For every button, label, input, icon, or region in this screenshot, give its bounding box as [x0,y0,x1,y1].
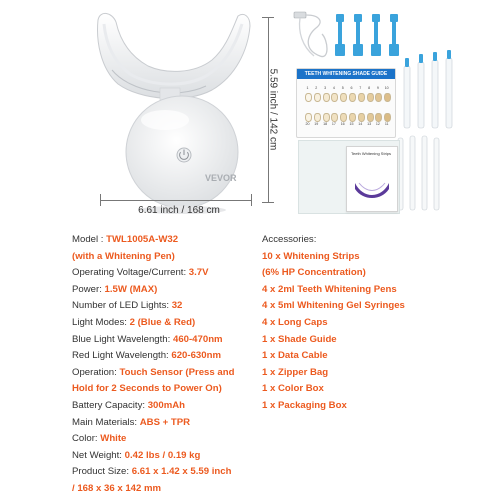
shade-tooth-icon [358,113,365,122]
accessories-list [262,232,492,415]
spec-line [72,464,272,481]
spec-value: Touch Sensor (Press and [119,366,235,378]
spec-value: / 168 x 36 x 142 mm [72,482,162,494]
shade-tooth-icon [384,93,391,102]
spec-label: Net Weight: [72,449,125,461]
shade-number: 17 [331,122,336,126]
spec-value: 32 [171,300,183,312]
shade-tooth-icon [384,113,391,122]
accessory-item: 1 x Packaging Box [262,399,347,411]
spec-value: (with a Whitening Pen) [72,250,175,262]
spec-value: ABS + TPR [139,416,191,428]
shade-tooth-icon [323,93,330,102]
spec-line [72,415,272,432]
shade-number: 8 [368,86,371,90]
spec-value: 3.7V [188,267,209,279]
spec-label: Operating Voltage/Current: [72,267,189,279]
spec-label: Number of LED Lights: [72,300,172,312]
specifications-list [72,232,272,498]
spec-line [72,315,272,332]
shade-number: 5 [341,86,344,90]
shade-tooth-icon [305,93,312,102]
spec-line [72,265,272,282]
spec-value: 0.42 lbs / 0.19 kg [124,449,201,461]
width-tick-right [251,194,252,206]
shade-number: 4 [332,86,335,90]
spec-label: Color: [72,433,101,445]
shade-number: 18 [323,122,328,126]
spec-label: Battery Capacity: [72,399,148,411]
shade-number: 10 [384,86,389,90]
shade-guide-title: TEETH WHITENING SHADE GUIDE [297,69,395,79]
shade-number: 9 [376,86,379,90]
accessory-item: 1 x Shade Guide [262,333,337,345]
spec-line [72,365,272,382]
spec-line [72,332,272,349]
spec-line [72,249,272,266]
product-image-area [0,0,500,225]
spec-value: 620-630nm [171,350,221,362]
spec-line [72,298,272,315]
spec-line [72,381,272,398]
shade-tooth-icon [314,93,321,102]
data-cable-icon [294,12,327,57]
spec-label: Blue Light Wavelength: [72,333,173,345]
accessory-item: 1 x Data Cable [262,350,328,362]
whitening-pens-icon [398,136,439,210]
shade-number: 12 [375,122,380,126]
shade-number: 16 [340,122,345,126]
shade-tooth-icon [314,113,321,122]
spec-value: 300mAh [147,399,186,411]
accessory-item: (6% HP Concentration) [262,267,366,279]
spec-line [72,398,272,415]
accessory-item: 4 x Long Caps [262,316,328,328]
shade-number: 15 [349,122,354,126]
shade-number: 14 [358,122,363,126]
accessory-item: 1 x Color Box [262,383,324,395]
accessory-item: 4 x 5ml Whitening Gel Syringes [262,300,405,312]
spec-label: Operation: [72,366,120,378]
spec-line [72,232,272,249]
spec-label: Light Modes: [72,316,130,328]
spec-line [72,481,272,498]
accessories-title: Accessories: [262,234,317,245]
shade-tooth-icon [305,113,312,122]
width-dimension-line [100,200,252,201]
shade-number: 20 [305,122,310,126]
shade-tooth-icon [331,113,338,122]
shade-tooth-icon [349,113,356,122]
spec-value: 2 (Blue & Red) [129,316,196,328]
width-dimension-label: 6.61 inch / 168 cm [138,205,220,216]
spec-value: Hold for 2 Seconds to Power On) [72,383,222,395]
shade-tooth-icon [375,93,382,102]
spec-value: 1.5W (MAX) [104,283,158,295]
whitening-device-image [0,0,290,225]
shade-number: 3 [324,86,327,90]
height-dimension-label: 5.59 inch / 142 cm [267,68,279,151]
long-caps-icon [335,14,399,56]
accessory-item: 4 x 2ml Teeth Whitening Pens [262,283,397,295]
accessory-item: 1 x Zipper Bag [262,366,329,378]
spec-value: TWL1005A-W32 [106,234,179,245]
spec-label: Model : [72,234,107,245]
shade-tooth-icon [358,93,365,102]
spec-label: Main Materials: [72,416,140,428]
shade-tooth-icon [367,93,374,102]
shade-number: 19 [314,122,319,126]
shade-number: 11 [384,122,389,126]
shade-tooth-icon [340,93,347,102]
spec-line [72,448,272,465]
shade-tooth-icon [340,113,347,122]
strip-icon [353,177,391,201]
strip-pack [346,146,398,212]
spec-value: 460-470nm [172,333,223,345]
shade-number: 6 [350,86,353,90]
spec-line [72,282,272,299]
spec-label: Product Size: [72,466,132,478]
shade-number: 7 [359,86,362,90]
shade-number: 2 [315,86,318,90]
shade-tooth-icon [375,113,382,122]
shade-tooth-icon [367,113,374,122]
device-logo: VEVOR [205,173,237,183]
shade-number: 1 [306,86,309,90]
shade-guide-card [296,68,396,138]
shade-tooth-icon [349,93,356,102]
shade-number: 13 [367,122,372,126]
spec-value: White [100,433,127,445]
strip-pack-label: Teeth Whitening Strips [351,151,392,156]
spec-line [72,431,272,448]
accessory-item: 10 x Whitening Strips [262,250,360,262]
spec-label: Power: [72,283,105,295]
height-tick-bottom [262,202,274,203]
spec-line [72,348,272,365]
spec-value: 6.61 x 1.42 x 5.59 inch [131,466,232,478]
shade-tooth-icon [323,113,330,122]
spec-label: Red Light Wavelength: [72,350,172,362]
shade-tooth-icon [331,93,338,102]
gel-syringes-icon [404,50,452,128]
